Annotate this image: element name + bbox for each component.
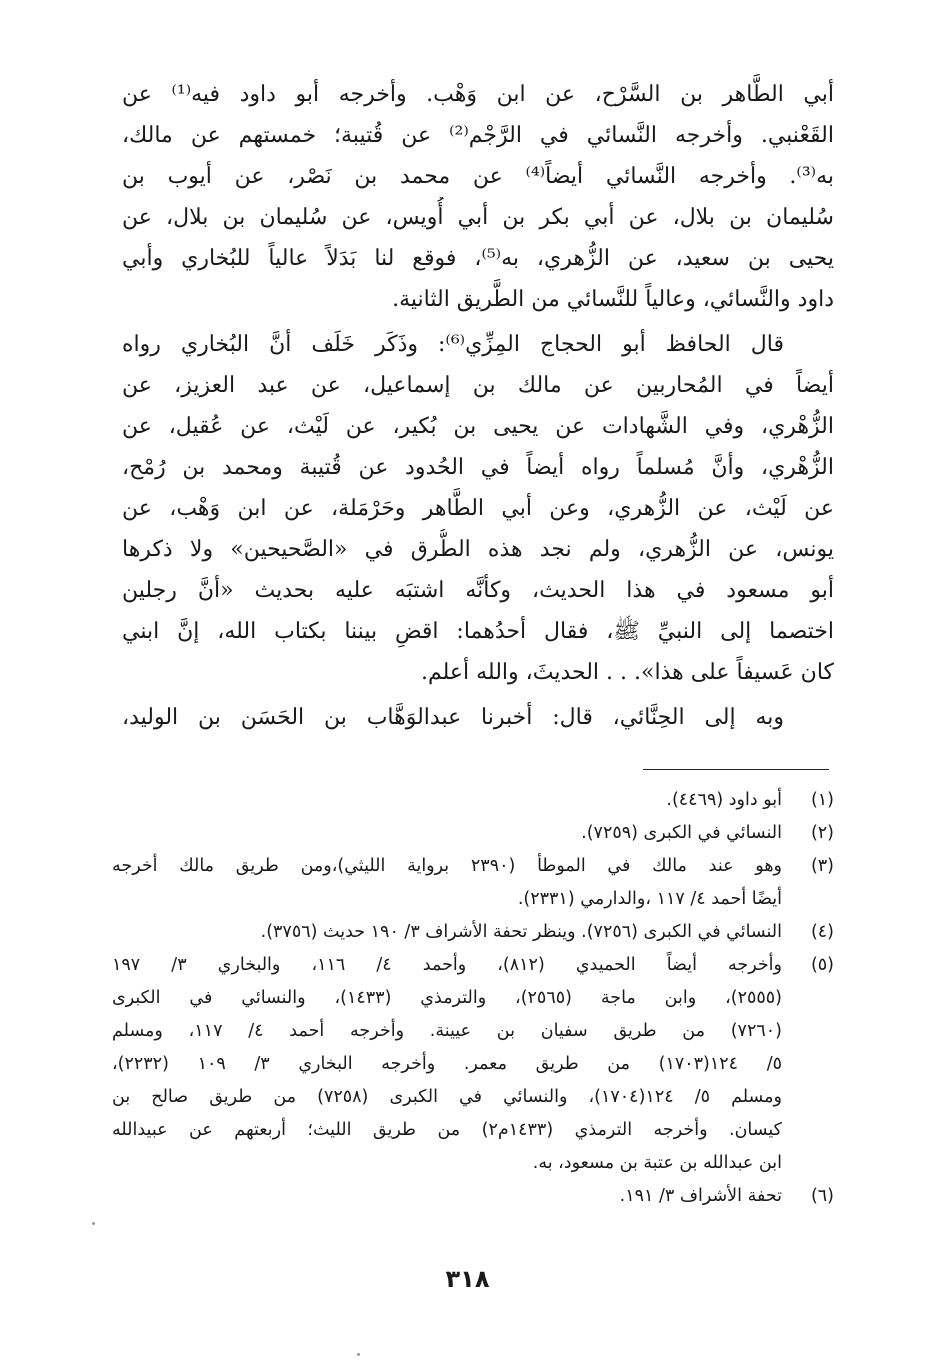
text-line: أيضاً في المُحاربين عن مالك بن إسماعيل، عن عبد العزيز، عن <box>122 373 834 398</box>
footnote-number: (٢) <box>810 823 834 843</box>
footnote <box>112 817 834 850</box>
scan-speck <box>92 1222 95 1225</box>
text-line: كان عَسيفاً على هذا». . . الحديثَ، والله أعلم. <box>420 660 834 685</box>
text-line: أبي الطَّاهر بن السَّرْح، عن ابن وَهْب. وأخرجه أبو داود فيه⁽¹⁾ عن <box>122 82 834 107</box>
text-line: القَعْنبي. وأخرجه النَّسائي في الرَّجْم⁽²⁾ عن قُتيبة؛ خمستهم عن مالك، <box>122 123 834 148</box>
page-number: ٣١٨ <box>445 1265 490 1293</box>
scan-speck <box>357 1353 360 1356</box>
text-line: عن لَيْث، عن الزُّهري، وعن أبي الطَّاهر وحَرْمَلة، عن ابن وَهْب، عن <box>122 496 834 521</box>
footnote-separator <box>643 769 829 770</box>
footnote-line: النسائي في الكبرى (٧٢٥٩). <box>581 823 782 843</box>
footnote-number: (٥) <box>810 955 834 975</box>
footnote-line: ٥/ ١٢٤(١٧٠٣) من طريق معمر. وأخرجه البخاري ٣/ ١٠٩ (٢٢٣٢)، <box>112 1054 782 1074</box>
text-line: يحيى بن سعيد، عن الزُّهري، به⁽⁵⁾، فوقع لنا بَدَلاً عالياً للبُخاري وأبي <box>122 246 834 271</box>
footnote <box>112 1180 834 1213</box>
footnote-line: أيضًا أحمد ٤/ ١١٧ ،والدارمي (٢٣٣١). <box>517 889 782 909</box>
footnotes <box>112 784 834 1213</box>
text-line: داود والنَّسائي، وعالياً للنَّسائي من الطَّريق الثانية. <box>392 287 834 312</box>
paragraph <box>122 74 834 320</box>
text-line: وبه إلى الحِنَّائي، قال: أخبرنا عبدالوَهَّاب بن الحَسَن بن الوليد، <box>122 705 784 730</box>
footnote-line: ومسلم ٥/ ١٢٤(١٧٠٤)، والنسائي في الكبرى (٧٢٥٨) من طريق صالح بن <box>112 1087 782 1107</box>
text-line: يونس، عن الزُّهري، ولم نجد هذه الطُّرق في «الصَّحيحين» ولا ذكرها <box>122 537 834 562</box>
footnote <box>112 850 834 916</box>
footnote-line: النسائي في الكبرى (٧٢٥٦). وينظر تحفة الأشراف ٣/ ١٩٠ حديث (٣٧٥٦). <box>260 922 782 942</box>
footnote <box>112 949 834 1180</box>
footnote-number: (٦) <box>810 1186 834 1206</box>
text-line: اختصما إلى النبيِّ ﷺ، فقال أحدُهما: اقضِ بيننا بكتاب الله، إنَّ ابني <box>122 619 834 644</box>
text-line: الزُّهْري، وفي الشَّهادات عن يحيى بن بُكير، عن لَيْث، عن عُقيل، عن <box>122 414 834 439</box>
footnote-line: تحفة الأشراف ٣/ ١٩١. <box>619 1186 782 1206</box>
footnote-number: (١) <box>810 790 834 810</box>
footnote-line: ابن عبدالله بن عتبة بن مسعود، به. <box>532 1153 782 1173</box>
footnote-line: وأخرجه أيضاً الحميدي (٨١٢)، وأحمد ٤/ ١١٦، والبخاري ٣/ ١٩٧ <box>112 955 782 975</box>
text-line: به⁽³⁾. وأخرجه النَّسائي أيضاً⁽⁴⁾ عن محمد بن نَصْر، عن أيوب بن <box>122 164 834 189</box>
text-line: الزُّهْري، وأنَّ مُسلماً رواه أيضاً في الحُدود عن قُتيبة ومحمد بن رُمْح، <box>122 455 834 480</box>
text-line: سُليمان بن بلال، عن أبي بكر بن أبي أُويس، عن سُليمان بن بلال، عن <box>122 205 834 230</box>
footnote-line: أبو داود (٤٤٦٩). <box>666 790 782 810</box>
footnote-number: (٣) <box>810 856 834 876</box>
text-line: قال الحافظ أبو الحجاج المِزِّي⁽⁶⁾: وذَكَر خَلَف أنَّ البُخاري رواه <box>122 332 784 357</box>
footnote-number: (٤) <box>810 922 834 942</box>
footnote-line: كيسان. وأخرجه الترمذي (١٤٣٣م٢) من طريق الليث؛ أربعتهم عن عبيدالله <box>112 1120 782 1140</box>
footnote-line: (٢٥٥٥)، وابن ماجة (٢٥٦٥)، والترمذي (١٤٣٣)، والنسائي في الكبرى <box>112 988 782 1008</box>
paragraph <box>122 697 834 738</box>
footnote-line: وهو عند مالك في الموطأ (٢٣٩٠ برواية الليثي)،ومن طريق مالك أخرجه <box>112 856 782 876</box>
footnote <box>112 784 834 817</box>
footnote-line: (٧٢٦٠) من طريق سفيان بن عيينة. وأخرجه أحمد ٤/ ١١٧، ومسلم <box>112 1021 782 1041</box>
paragraph <box>122 324 834 693</box>
footnote <box>112 916 834 949</box>
main-text <box>122 74 834 738</box>
text-line: أبو مسعود في هذا الحديث، وكأنَّه اشتبَه عليه بحديث «أنَّ رجلين <box>122 578 834 603</box>
